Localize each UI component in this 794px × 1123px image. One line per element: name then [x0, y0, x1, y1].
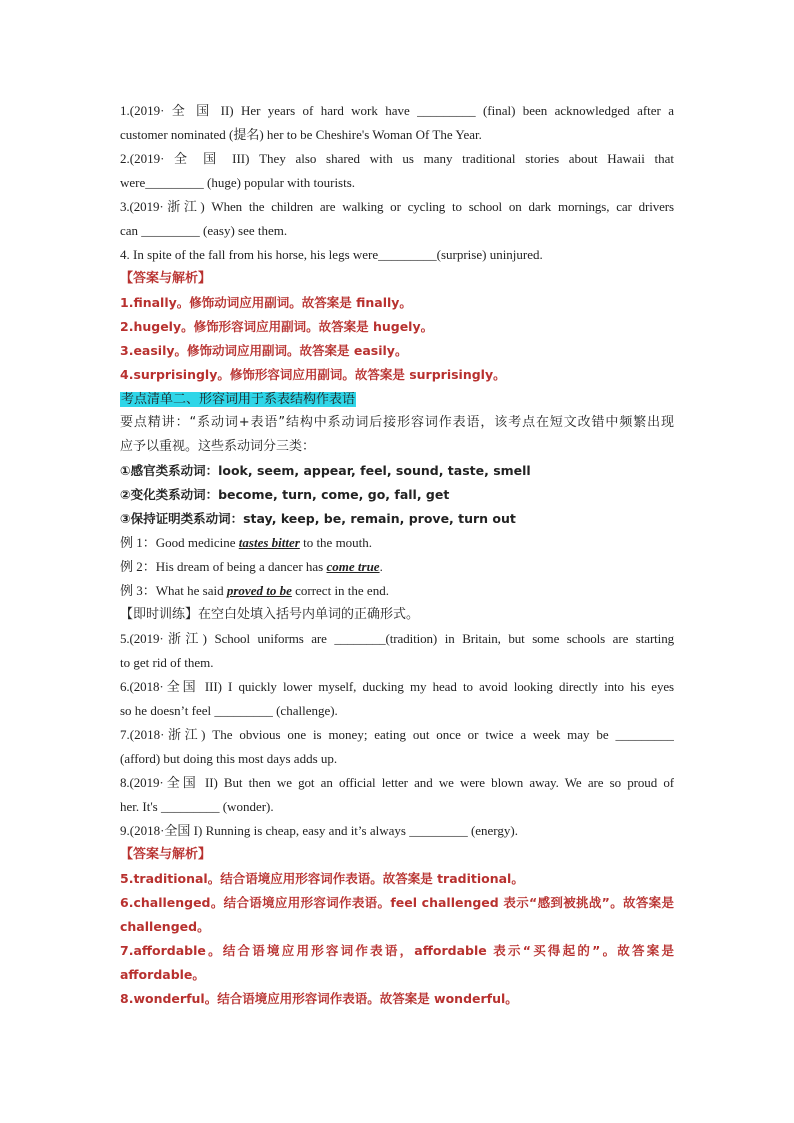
section-title-row: [120, 387, 674, 411]
question-1-line-1: 1.(2019· 全 国 II) Her years of hard work have _________ (final) been acknowledged after a: [120, 103, 674, 118]
category-3: ③保持证明类系动词：stay, keep, be, remain, prove, turn out: [120, 511, 516, 526]
answer-5: 5.traditional。结合语境应用形容词作表语。故答案是 traditional。: [120, 871, 524, 886]
answer-3: 3.easily。修饰动词应用副词。故答案是 easily。: [120, 343, 408, 358]
explanation-line-2: 应予以重视。这些系动词分三类：: [120, 439, 316, 454]
answer-8: 8.wonderful。结合语境应用形容词作表语。故答案是 wonderful。: [120, 991, 518, 1006]
question-7-line-1: 7.(2018·浙江) The obvious one is money; eating out once or twice a week may be _________: [120, 727, 674, 742]
section-title: 考点清单二、形容词用于系表结构作表语: [121, 392, 356, 407]
question-8-line-2: her. It's _________ (wonder).: [120, 799, 274, 814]
answer-2: 2.hugely。修饰形容词应用副词。故答案是 hugely。: [120, 319, 434, 334]
category-2: ②变化类系动词：become, turn, come, go, fall, get: [120, 487, 450, 502]
question-5-line-1: 5.(2019·浙江) School uniforms are ________(tradition) in Britain, but some schools are starting: [120, 631, 674, 646]
drill-heading: 【即时训练】在空白处填入括号内单词的正确形式。: [120, 607, 420, 622]
example-1-emphasis: tastes bitter: [238, 535, 300, 550]
question-7-line-2: (afford) but doing this most days adds up.: [120, 751, 338, 766]
question-3-line-2: can _________ (easy) see them.: [120, 223, 288, 238]
question-9: 9.(2018·全国 I) Running is cheap, easy and it’s always _________ (energy).: [120, 823, 518, 838]
question-6-line-2: so he doesn’t feel _________ (challenge).: [120, 703, 338, 718]
question-3-line-1: 3.(2019·浙江) When the children are walking or cycling to school on dark mornings, car drivers: [120, 199, 674, 214]
answer-4: 4.surprisingly。修饰形容词应用副词。故答案是 surprisingly。: [120, 367, 506, 382]
answer-6-line-2: challenged。: [120, 919, 210, 934]
category-1: ①感官类系动词：look, seem, appear, feel, sound, taste, smell: [120, 463, 531, 478]
answer-1: 1.finally。修饰动词应用副词。故答案是 finally。: [120, 295, 412, 310]
example-3: 例 3：What he said proved to be correct in the end.: [120, 583, 389, 598]
answer-heading-2: 【答案与解析】: [120, 847, 212, 862]
question-5-line-2: to get rid of them.: [120, 655, 214, 670]
question-6-line-1: 6.(2018·全国 III) I quickly lower myself, ducking my head to avoid looking directly into his eyes: [120, 679, 674, 694]
question-8-line-1: 8.(2019·全国 II) But then we got an official letter and we were blown away. We are so proud of: [120, 775, 674, 790]
answer-7-line-1: 7.affordable。结合语境应用形容词作表语，affordable 表示“买得起的”。故答案是: [120, 943, 674, 958]
answer-6-line-1: 6.challenged。结合语境应用形容词作表语。feel challenged 表示“感到被挑战”。故答案是: [120, 895, 674, 910]
explanation-line-1: 要点精讲：“系动词+表语”结构中系动词后接形容词作表语，该考点在短文改错中频繁出现: [120, 415, 674, 430]
question-2-line-2: were_________ (huge) popular with tourists.: [120, 175, 356, 190]
question-1-line-2: customer nominated (提名) her to be Cheshire's Woman Of The Year.: [120, 127, 482, 142]
example-3-emphasis: proved to be: [226, 583, 292, 598]
example-2: 例 2：His dream of being a dancer has come true.: [120, 559, 383, 574]
answer-7-line-2: affordable。: [120, 967, 205, 982]
example-2-emphasis: come true: [326, 559, 380, 574]
example-1: 例 1：Good medicine tastes bitter to the mouth.: [120, 535, 373, 550]
document-page: [120, 99, 674, 1011]
question-2-line-1: 2.(2019· 全 国 III) They also shared with us many traditional stories about Hawaii that: [120, 151, 674, 166]
answer-heading-1: 【答案与解析】: [120, 271, 212, 286]
question-4: 4. In spite of the fall from his horse, his legs were_________(surprise) uninjured.: [120, 247, 543, 262]
